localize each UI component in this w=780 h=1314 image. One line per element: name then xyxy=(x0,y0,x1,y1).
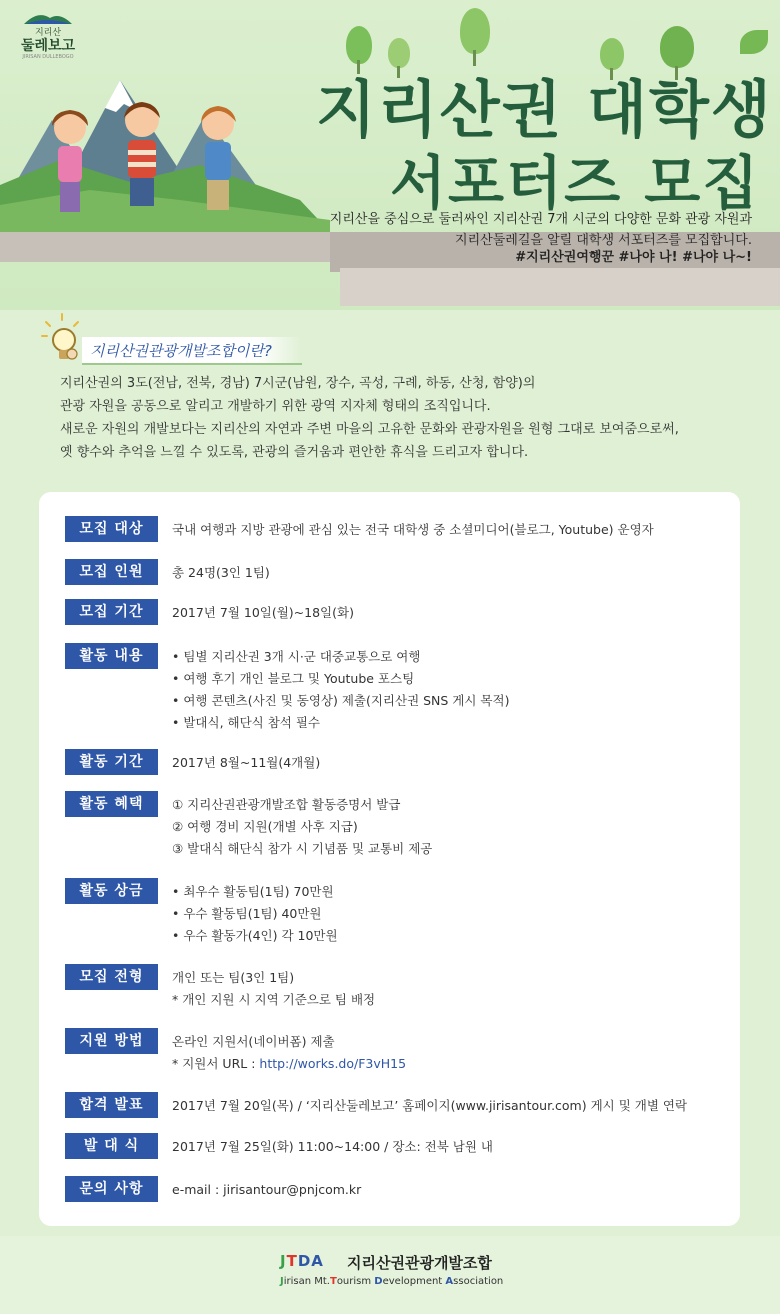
contact-email[interactable]: e-mail : jirisantour@pnjcom.kr xyxy=(172,1182,362,1197)
page-title-line-1: 지리산권 대학생 xyxy=(316,73,773,146)
detail-line: • 우수 활동가(4인) 각 10만원 xyxy=(172,928,338,943)
about-section-title: 지리산권관광개발조합이란? xyxy=(82,337,302,365)
acronym-letter: J xyxy=(280,1252,287,1270)
detail-line: ② 여행 경비 지원(개별 사후 지급) xyxy=(172,819,358,834)
detail-label: 모집 기간 xyxy=(65,599,158,625)
detail-label: 활동 상금 xyxy=(65,878,158,904)
kid-body xyxy=(128,140,156,178)
detail-line: • 최우수 활동팀(1팀) 70만원 xyxy=(172,884,334,899)
detail-label: 발 대 식 xyxy=(65,1133,158,1159)
detail-line: * 개인 지원 시 지역 기준으로 팀 배정 xyxy=(172,992,376,1007)
detail-value xyxy=(172,646,727,734)
logo-sub-text: JIRISAN DULLEBOGO xyxy=(22,54,74,60)
detail-line xyxy=(172,1053,727,1075)
detail-line: 총 24명(3인 1팀) xyxy=(172,565,270,580)
detail-line: • 여행 후기 개인 블로그 및 Youtube 포스팅 xyxy=(172,671,415,686)
apply-url-link[interactable]: http://works.do/F3vH15 xyxy=(259,1056,407,1071)
detail-line: 2017년 7월 25일(화) 11:00~14:00 / 장소: 전북 남원 내 xyxy=(172,1139,493,1154)
detail-value xyxy=(172,562,727,584)
kid-stripe xyxy=(128,150,156,155)
english-name-part: ssociation xyxy=(453,1276,504,1287)
detail-line: ① 지리산권관광개발조합 활동증명서 발급 xyxy=(172,797,401,812)
organization-english-name xyxy=(280,1276,503,1287)
detail-line: 온라인 지원서(네이버폼) 제출 xyxy=(172,1034,335,1049)
detail-value xyxy=(172,794,727,860)
header-banner xyxy=(0,0,780,310)
detail-value xyxy=(172,1095,727,1117)
intro-text-line-1: 지리산을 중심으로 둘러싸인 지리산권 7개 시군의 다양한 문화 관광 자원과 xyxy=(329,212,752,227)
about-line: 관광 자원을 공동으로 알리고 개발하기 위한 광역 지자체 형태의 조직입니다. xyxy=(60,399,491,414)
kid-legs xyxy=(60,182,80,212)
english-name-part: J xyxy=(280,1276,284,1287)
organization-name: 지리산권관광개발조합 xyxy=(347,1254,492,1272)
tree-illustration xyxy=(460,8,490,64)
english-name-part: D xyxy=(374,1276,383,1287)
detail-label: 문의 사항 xyxy=(65,1176,158,1202)
acronym-text xyxy=(280,1252,324,1270)
detail-line: 국내 여행과 지방 관광에 관심 있는 전국 대학생 중 소셜미디어(블로그, Youtube) 운영자 xyxy=(172,522,654,537)
detail-line: • 우수 활동팀(1팀) 40만원 xyxy=(172,906,322,921)
about-line: 지리산권의 3도(전남, 전북, 경남) 7시군(남원, 장수, 곡성, 구례, 하동, 산청, 함양)의 xyxy=(60,376,536,391)
english-name-part: irisan Mt. xyxy=(283,1276,330,1287)
kid-body xyxy=(205,142,231,180)
logo-small-text: 지리산 xyxy=(34,28,62,38)
detail-value xyxy=(172,519,727,541)
english-name-part: evelopment xyxy=(382,1276,446,1287)
detail-label: 모집 전형 xyxy=(65,964,158,990)
english-name-part: A xyxy=(445,1276,454,1287)
organization-logo xyxy=(280,1252,520,1302)
kids-illustration xyxy=(30,92,260,232)
kid-stripe xyxy=(128,162,156,167)
apply-url-prefix: * 지원서 URL : xyxy=(172,1056,260,1071)
detail-line: 개인 또는 팀(3인 1팀) xyxy=(172,970,295,985)
detail-line: 2017년 7월 20일(목) / ‘지리산둘레보고’ 홈페이지(www.jirisantour.com) 게시 및 개별 연락 xyxy=(172,1098,688,1113)
detail-label: 활동 혜택 xyxy=(65,791,158,817)
detail-value xyxy=(172,1179,727,1201)
kid-legs xyxy=(130,178,154,206)
english-name-part: ourism xyxy=(336,1276,375,1287)
kid-body xyxy=(58,146,82,182)
detail-line: • 여행 콘텐츠(사진 및 동영상) 제출(지리산권 SNS 게시 목적) xyxy=(172,693,510,708)
intro-text-line-2: 지리산둘레길을 알릴 대학생 서포터즈를 모집합니다. xyxy=(455,233,752,248)
detail-line: 2017년 7월 10일(월)~18일(화) xyxy=(172,605,354,620)
hashtag-text: #지리산권여행꾼 #나야 나! #나야 나~! xyxy=(515,250,752,265)
acronym-letter: D xyxy=(297,1252,312,1270)
detail-value xyxy=(172,967,727,1011)
leaf-illustration xyxy=(740,30,768,60)
detail-value xyxy=(172,1136,727,1158)
lightbulb-icon xyxy=(40,312,84,364)
detail-line: ③ 발대식 해단식 참가 시 기념품 및 교통비 제공 xyxy=(172,841,433,856)
kid-legs xyxy=(207,180,229,210)
detail-line: 2017년 8월~11월(4개월) xyxy=(172,755,321,770)
about-line: 옛 향수와 추억을 느낄 수 있도록, 관광의 즐거움과 편안한 휴식을 드리고자 합니다. xyxy=(60,445,529,460)
page-title-line-2: 서포터즈 모집 xyxy=(390,149,761,217)
detail-value xyxy=(172,752,727,774)
acronym-letter: T xyxy=(286,1252,298,1270)
acronym-letter: A xyxy=(311,1252,324,1270)
detail-value xyxy=(172,881,727,947)
detail-line: • 팀별 지리산권 3개 시·군 대중교통으로 여행 xyxy=(172,649,421,664)
brand-logo xyxy=(16,8,80,64)
detail-label: 모집 인원 xyxy=(65,559,158,585)
detail-label: 모집 대상 xyxy=(65,516,158,542)
details-card xyxy=(39,492,740,1226)
detail-value xyxy=(172,1031,727,1075)
english-name-part: T xyxy=(329,1276,337,1287)
mountain-logo-icon xyxy=(16,8,80,26)
detail-value xyxy=(172,602,727,624)
about-line: 새로운 자원의 개발보다는 지리산의 자연과 주변 마을의 고유한 문화와 관광자원을 원형 그대로 보여줌으로써, xyxy=(60,422,679,437)
banner-band xyxy=(340,268,780,306)
logo-main-text: 둘레보고 xyxy=(20,38,76,54)
detail-line: • 발대식, 해단식 참석 필수 xyxy=(172,715,320,730)
about-description xyxy=(60,372,760,464)
detail-label: 지원 방법 xyxy=(65,1028,158,1054)
detail-label: 활동 기간 xyxy=(65,749,158,775)
banner-band xyxy=(0,232,330,262)
detail-label: 합격 발표 xyxy=(65,1092,158,1118)
detail-label: 활동 내용 xyxy=(65,643,158,669)
